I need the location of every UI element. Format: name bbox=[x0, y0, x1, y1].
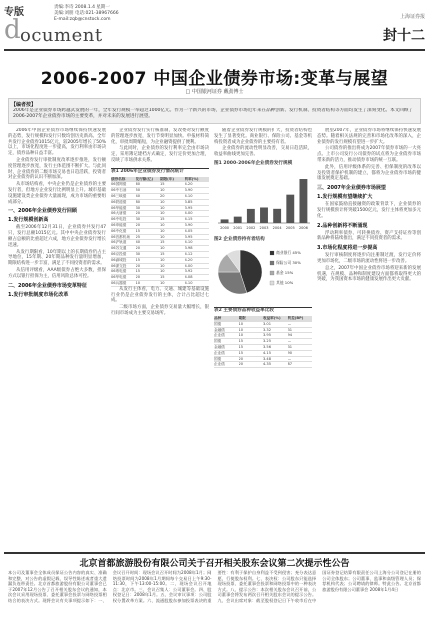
table-header-cell: 收益率(%) bbox=[263, 315, 281, 320]
notice-title: 北京首都旅游股份有限公司关于召开相关股东会议第二次提示性公告 bbox=[79, 559, 350, 569]
masthead-meta bbox=[54, 5, 119, 23]
legend-label: 基金 15% bbox=[276, 270, 294, 276]
table-cell: 15 bbox=[135, 269, 141, 274]
table-header-cell: 利率(%) bbox=[184, 176, 199, 181]
table-cell: 20 bbox=[135, 211, 141, 216]
table-cell: — bbox=[287, 339, 292, 344]
x-tick-label: 2004 bbox=[272, 225, 282, 230]
paragraph: 随着企业债券发行规模的扩大，投资者结构也发生了显著变化。商业银行、保险公司、基金等机构投资者成为企业债券的主要持有者。 bbox=[214, 128, 312, 145]
table-cell: 国债 bbox=[214, 321, 222, 326]
editor-note bbox=[8, 98, 421, 124]
bar bbox=[260, 207, 268, 223]
table-cell: 4.10 bbox=[184, 193, 193, 198]
table-row bbox=[214, 362, 312, 368]
paragraph: 从发行主体看，电力、交通、城建等基础设施行业仍是企业债券发行的主体，合计占比超过七成。 bbox=[111, 286, 209, 304]
bar bbox=[247, 209, 255, 223]
table-cell: 3.25 bbox=[263, 339, 272, 344]
x-tick-label: 2005 bbox=[285, 225, 295, 230]
table-cell: 06浙交投 bbox=[111, 263, 127, 268]
bar bbox=[299, 179, 307, 223]
table-cell: 06中电投 bbox=[111, 217, 127, 222]
paragraph: 截至2006年12月31日，企业债券共发行47只，发行总额1015亿元。其中中央企业债券发行额占总额的比重超过六成，地方企业债券发行增长迅速。 bbox=[8, 225, 106, 248]
x-tick-label: 2002 bbox=[246, 225, 256, 230]
table-cell: 15 bbox=[160, 251, 165, 256]
table-cell: 10 bbox=[160, 222, 165, 227]
table-cell: 15 bbox=[160, 275, 165, 280]
table-cell: 40 bbox=[135, 193, 141, 198]
legend-swatch bbox=[270, 271, 274, 275]
table-cell: 15 bbox=[238, 350, 244, 355]
table-cell: 企业债 bbox=[214, 350, 225, 355]
masthead-rule bbox=[4, 49, 425, 51]
paragraph: 公司债券的推出将成为2007年债券市场的一大亮点。上市公司发行公司债券的试点将为企业债券市场带来新的活力，推动债券市场的统一互联。 bbox=[317, 146, 421, 163]
article-column-2 bbox=[111, 128, 209, 550]
table-body bbox=[111, 182, 209, 286]
yield-table bbox=[214, 307, 312, 368]
table-cell: 06京投债 bbox=[111, 251, 127, 256]
article-column-4 bbox=[317, 128, 421, 550]
table-cell: 06沪轨道 bbox=[111, 240, 127, 245]
table-cell: 3.48 bbox=[263, 356, 272, 361]
table-cell: 20 bbox=[135, 246, 141, 251]
table-cell: 3.01 bbox=[263, 321, 272, 326]
table-cell: 4.10 bbox=[184, 240, 193, 245]
table-cell: 3.92 bbox=[184, 269, 193, 274]
table-cell: 06国网债 bbox=[111, 182, 127, 187]
notice-divider bbox=[4, 552, 425, 554]
table-cell: 4.12 bbox=[184, 251, 193, 256]
bar-chart bbox=[214, 169, 312, 231]
paragraph: 2006年中国企业债券市场继续保持快速发展的态势，发行规模和发行只数均创历史新高。全年共发行企业债券1015亿元，较2005年增长了50%以上，市场化程度进一步提高，发行利率由市场决定，债券品种日益丰富。 bbox=[8, 128, 106, 157]
masthead bbox=[4, 3, 425, 49]
table-cell: 30 bbox=[135, 217, 141, 222]
table-cell: 06申能债 bbox=[111, 222, 127, 227]
table-cell: 10 bbox=[238, 321, 244, 326]
table-cell: 10 bbox=[238, 327, 244, 332]
pie-chart bbox=[214, 244, 312, 300]
table-header-cell: 期限(年) bbox=[160, 176, 175, 181]
subsection-heading: 1.发行审批制度市场化改革 bbox=[8, 291, 69, 298]
bar bbox=[286, 194, 294, 222]
editor-note-label: 【编者按】 bbox=[11, 102, 37, 108]
paragraph: 在国家鼓励直接融资的政策背景下，企业债券的发行规模预计将突破1500亿元，发行主体将更加多元化。 bbox=[317, 202, 421, 219]
table-cell: 15 bbox=[160, 240, 165, 245]
x-tick-label: 2000 bbox=[220, 225, 230, 230]
table-cell: 4.20 bbox=[184, 257, 193, 262]
bond-issuance-table bbox=[111, 168, 209, 287]
legend-swatch bbox=[270, 251, 274, 255]
table-body bbox=[214, 322, 312, 368]
section-heading: 一、2006年企业债券发行回顾 bbox=[8, 208, 77, 215]
bar-chart-container bbox=[214, 161, 312, 234]
table-cell: 20 bbox=[135, 263, 141, 268]
paragraph: 从发行期限看，10年期以上的长期债券仍占主导地位，15年期、20年期品种发行量明显增加，期限结构进一步丰富，满足了不同投资者的需求。 bbox=[8, 249, 106, 267]
table-header-cell: 发行额(亿) bbox=[135, 176, 154, 181]
legend-label: 其他 10% bbox=[276, 280, 294, 286]
table-cell: 10 bbox=[160, 280, 165, 285]
table-cell: 30 bbox=[135, 251, 141, 256]
table-cell: 06首都机场 bbox=[111, 234, 130, 239]
table-cell: 3.90 bbox=[184, 222, 193, 227]
table-cell: 3.90 bbox=[184, 188, 193, 193]
pie-chart-container bbox=[214, 237, 312, 304]
paragraph: 与此同时，企业债券的发行利率完全由市场决定，采用簿记建档方式确定，发行定价更加合理，反映了市场供求关系。 bbox=[111, 146, 209, 163]
table-header-cell: 品种 bbox=[214, 315, 222, 320]
table-cell: 06中石油 bbox=[111, 188, 127, 193]
table-cell: 94 bbox=[287, 333, 293, 338]
section-heading: 三、2007年企业债券市场展望 bbox=[317, 185, 386, 192]
legend-swatch bbox=[270, 261, 274, 265]
table-cell: 06苏交通 bbox=[111, 246, 127, 251]
table-cell: 国债 bbox=[214, 339, 222, 344]
table-cell: 10 bbox=[160, 234, 165, 239]
table-cell: 3.95 bbox=[184, 234, 193, 239]
table-cell: 10 bbox=[160, 211, 165, 216]
paragraph: 企业债券发行审批制度改革逐步推进，发行额度管理逐步放宽，发行主体范围不断扩大。与此同时，企业债券的二级市场交易也日趋活跃，投资者对企业债券的认识不断加深。 bbox=[8, 157, 106, 181]
section-heading: 二、2006年企业债券市场变革特征 bbox=[8, 282, 87, 289]
table-cell: 10 bbox=[160, 199, 165, 204]
table-cell: 3.95 bbox=[263, 333, 272, 338]
table-cell: 50 bbox=[135, 188, 141, 193]
table-cell: 20 bbox=[135, 275, 141, 280]
subsection-heading: 1.发行规模有望继续扩大 bbox=[317, 194, 373, 201]
table-cell: 4.05 bbox=[184, 228, 193, 233]
paragraph: 展望2007年，企业债券市场将继续保持快速发展态势。随着相关法规的完善和市场化改革的深入，企业债券的发行规模有望进一步扩大。 bbox=[317, 128, 421, 145]
table-cell: 30 bbox=[135, 205, 141, 210]
legend-label: 商业银行 45% bbox=[276, 250, 301, 256]
table-cell: 06华能债 bbox=[111, 205, 127, 210]
table-cell: 90 bbox=[287, 350, 293, 355]
table-cell: 15 bbox=[160, 182, 165, 187]
table-cell: 10 bbox=[160, 188, 165, 193]
bar bbox=[273, 209, 281, 223]
bar bbox=[234, 216, 242, 222]
table-cell: 20 bbox=[238, 356, 244, 361]
table-cell: 4.20 bbox=[184, 182, 193, 187]
subsection-heading: 3.市场化程度将进一步提高 bbox=[317, 245, 378, 252]
table-cell: 10 bbox=[160, 205, 165, 210]
table-cell: 25 bbox=[135, 234, 141, 239]
table-cell: 4.00 bbox=[184, 263, 193, 268]
table-cell: 3.98 bbox=[184, 246, 193, 251]
article-title: 2006-2007 中国企业债券市场:变革与展望 bbox=[40, 69, 389, 89]
table-cell: 4.10 bbox=[184, 280, 193, 285]
table-cell: 31 bbox=[287, 327, 293, 332]
subsection-heading: 2.品种创新将不断涌现 bbox=[317, 222, 368, 229]
meta-line: 责编:李诗 2008.1.4 星期一 bbox=[54, 5, 110, 10]
paragraph: 发行审核制度将逐步向注册制过渡，发行定价将更加市场化，二级市场的流动性将进一步改善。 bbox=[317, 253, 421, 264]
bar bbox=[221, 219, 229, 223]
table-cell: 15 bbox=[135, 228, 141, 233]
table-cell: 国债 bbox=[214, 356, 222, 361]
table-cell: 15 bbox=[160, 217, 165, 222]
paragraph: 企业债券发行实行核准制，发改委对发行额度的管理逐步放宽，发行节奏明显加快。申报材料简化，审批周期缩短，为企业融资提供了便利。 bbox=[111, 128, 209, 145]
table-cell: 10 bbox=[160, 246, 165, 251]
table-title: 表2 主要债券品种收益率比较 bbox=[214, 308, 274, 314]
paragraph: 从信用评级看，AAA级债券占绝大多数，担保方式以银行担保为主，信用风险总体可控。 bbox=[8, 267, 106, 279]
table-cell: 06中化债 bbox=[111, 228, 127, 233]
table-cell: 10 bbox=[160, 257, 165, 262]
table-cell: 15 bbox=[238, 339, 244, 344]
table-cell: 4.35 bbox=[263, 362, 272, 367]
paragraph: 二级市场方面，企业债券交易量大幅增长，银行间市场成为主要交易场所。 bbox=[111, 305, 209, 316]
table-cell: 40 bbox=[135, 240, 141, 245]
table-cell: 3.85 bbox=[184, 199, 193, 204]
table-cell: 10 bbox=[160, 263, 165, 268]
table-header-cell: 期限 bbox=[238, 315, 246, 320]
meta-line: E-mail:zqb@cnstock.com bbox=[54, 17, 111, 22]
table-cell: 15 bbox=[135, 257, 141, 262]
table-title: 表1 2006年企业债券发行情况统计 bbox=[111, 168, 184, 174]
table-cell: 87 bbox=[287, 362, 293, 367]
paper-name: 上海证券报 bbox=[399, 14, 425, 20]
table-cell: 10 bbox=[160, 269, 165, 274]
table-cell: — bbox=[287, 356, 292, 361]
subsection-heading: 1.发行规模创新高 bbox=[8, 217, 49, 224]
table-cell: 20 bbox=[238, 362, 244, 367]
section-label: 专版 bbox=[4, 7, 24, 18]
table-cell: 3.95 bbox=[184, 205, 193, 210]
paragraph: 浮动利率债券、可转换债券、资产支持证券等创新品种将陆续推出，满足不同投资者的需求。 bbox=[317, 230, 421, 242]
chart-title: 图1 2000-2006年企业债券发行规模 bbox=[214, 160, 293, 166]
x-tick-label: 2003 bbox=[259, 225, 269, 230]
table-cell: 10 bbox=[135, 280, 141, 285]
legend-label: 保险公司 30% bbox=[276, 260, 301, 266]
table-cell: 31 bbox=[287, 344, 293, 349]
table-cell: 3.56 bbox=[263, 344, 272, 349]
x-tick-label: 2001 bbox=[233, 225, 243, 230]
paragraph: 此外，信用评级体系的完善、担保制度的改革以及投资者保护机制的建立，都将为企业债券市场的健康发展奠定基础。 bbox=[317, 164, 421, 182]
table-cell: 80 bbox=[135, 199, 141, 204]
notice-body: 本公司及董事会全体成员保证公告内容的真实、准确和完整，对公告的虚假记载、误导性陈述或者重大遗漏负连带责任。北京首都旅游股份有限公司董事会已于2007年12月公告了召开相关股东会议的通知，本次会议采用现场投票、委托董事会投票与网络投票相结合的表决方式。现将会议有关事项提示如下：一、会议召开时间：现场会议召开时间为2008年1月；网络投票时间为2008年1月期间每个交易日上午9:30-11:30，下午13:00-15:00。二、现场会议召开地点：北京市。三、会议召集人：公司董事会。四、股权登记日：2008年1月。五、会议审议事项：公司股权分置改革方案。六、流通股股东参加投票表决的重要性：有利于保护自身利益不受到侵害；充分表达意愿，行使股东权利。七、表决权：公司股东只能选择现场投票、委托董事会投票和网络投票中的一种表决方式。八、提示公告：本次相关股东会议召开前，公司董事会将发布两次召开相关股东会议的提示公告。九、会议出席对象：截至股权登记日下午收市后在中国证券登记结算有限责任公司上海分公司登记在册的公司全体股东；公司董事、监事和高级管理人员；保荐机构代表；公司聘请的律师。特此公告。北京首都旅游股份有限公司董事会 2008年1月4日 bbox=[8, 570, 421, 603]
logo-document: ocument bbox=[20, 25, 103, 46]
table-cell: 06铁道债 bbox=[111, 199, 127, 204]
table-cell: 15 bbox=[238, 344, 244, 349]
editor-note-text: 2006年是企业债券市场跨越式发展的一年，全年发行规模一举超过1000亿元。作为一个新兴的市场，企业债券市场近年来在品种创新、发行机制、投资者结构等方面均发生了深刻变化。本文回顾了2006-2007年企业债券市场的主要变革，并对未来的发展进行展望。 bbox=[13, 108, 414, 119]
table-cell: 3.32 bbox=[263, 327, 272, 332]
meta-line: 美编:刘朋 电话:021-38967666 bbox=[54, 11, 119, 16]
table-cell: 4.08 bbox=[184, 275, 193, 280]
table-cell: 06渝城投 bbox=[111, 257, 127, 262]
table-cell: 4.15 bbox=[184, 217, 193, 222]
table-cell: 10 bbox=[238, 333, 244, 338]
x-tick-label: 2006 bbox=[298, 225, 308, 230]
paragraph: 从市场结构看，中央企业仍是企业债券的主要发行者，但地方企业发行比例明显上升。城市基础设施建设类企业债券大量涌现，成为市场的重要组成部分。 bbox=[8, 182, 106, 205]
paragraph: 企业债券的流动性明显改善，交易日趋活跃，收益率曲线更加完善。 bbox=[214, 146, 312, 158]
table-cell: 06华电债 bbox=[111, 275, 127, 280]
article-column-3 bbox=[214, 128, 312, 550]
legend-swatch bbox=[270, 281, 274, 285]
table-cell: 金融债 bbox=[214, 344, 225, 349]
table-cell: 06大唐债 bbox=[111, 211, 127, 216]
table-cell: 20 bbox=[160, 193, 165, 198]
table-cell: 06兵器债 bbox=[111, 280, 127, 285]
table-cell: 4.15 bbox=[263, 350, 272, 355]
table-cell: 06三峡债 bbox=[111, 193, 127, 198]
logo-d: d bbox=[4, 15, 21, 45]
table-cell: 4.00 bbox=[184, 211, 193, 216]
table-header-cell: 利差(BP) bbox=[287, 315, 304, 320]
table-cell: 60 bbox=[135, 182, 141, 187]
table-cell: — bbox=[287, 321, 292, 326]
table-cell: 06粤电债 bbox=[111, 269, 127, 274]
page-code: 封十二 bbox=[383, 28, 425, 44]
table-cell: 企业债 bbox=[214, 333, 225, 338]
chart-title: 图2 企业债券持有者结构 bbox=[214, 236, 265, 242]
table-cell: 20 bbox=[135, 222, 141, 227]
article-column-1 bbox=[8, 128, 106, 550]
article-byline: □ 中国银河证券 戴劲博士 bbox=[185, 89, 244, 95]
table-header-cell: 债券名称 bbox=[111, 176, 126, 181]
paragraph: 总之，2007年中国企业债券市场将迎来新的发展机遇，在规模、品种和制度建设方面都将取得更大的突破，为我国资本市场的健康发展作出更大贡献。 bbox=[317, 265, 421, 283]
table-cell: 金融债 bbox=[214, 327, 225, 332]
table-cell: 10 bbox=[160, 228, 165, 233]
table-cell: 企业债 bbox=[214, 362, 225, 367]
